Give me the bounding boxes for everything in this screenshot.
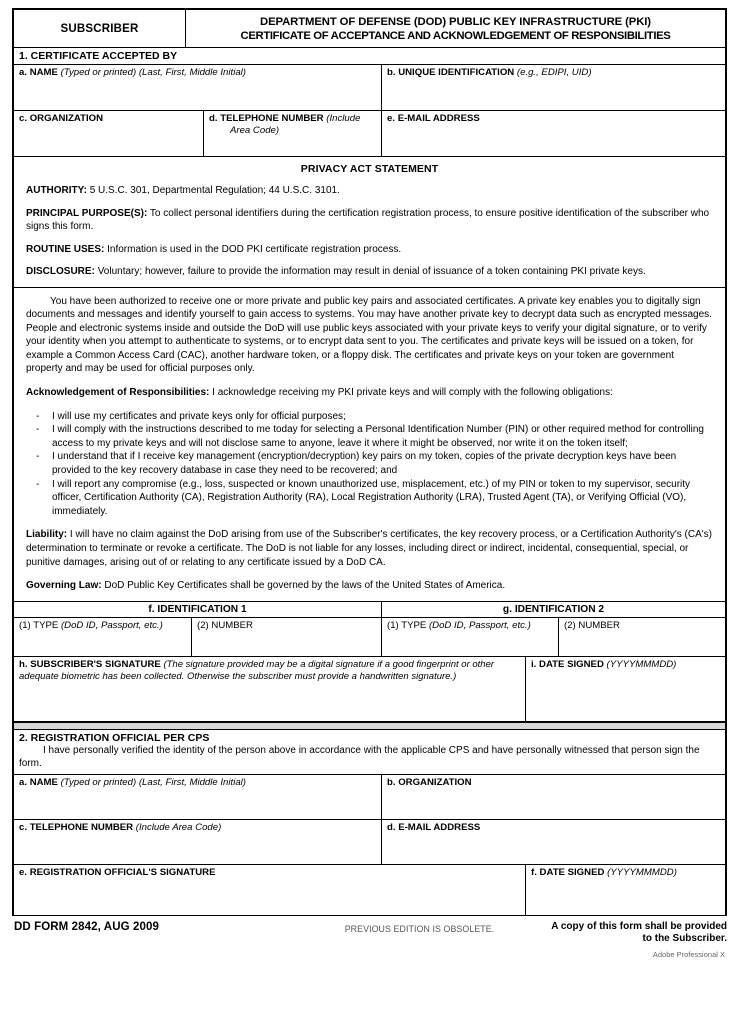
field-official-telephone[interactable] [14, 820, 382, 864]
field-organization[interactable] [14, 111, 204, 156]
field-id1-number-label [197, 620, 377, 632]
field-telephone-number-hint-1: (Include [326, 113, 361, 124]
field-official-telephone-label [19, 822, 377, 834]
section-2-row-3 [14, 865, 725, 916]
identification-2-label: IDENTIFICATION 2 [514, 603, 605, 615]
field-email-address-label [387, 113, 721, 125]
field-subscriber-date-signed-title: DATE SIGNED [539, 658, 604, 670]
field-name-subscriber-hint-1: (Typed or printed) [60, 67, 137, 78]
liability-paragraph [26, 528, 713, 569]
field-official-name-hint-1: (Typed or printed) [60, 776, 137, 788]
field-id1-type-number: (1) [19, 619, 31, 631]
list-item [36, 478, 713, 519]
privacy-item-routine-uses [26, 243, 713, 257]
field-official-email-prefix: d. [387, 821, 396, 833]
section-2-row-2 [14, 820, 725, 865]
form-title-line-1: DEPARTMENT OF DEFENSE (DOD) PUBLIC KEY INFRASTRUCTURE (PKI) [260, 16, 651, 28]
body-intro-paragraph: You have been authorized to receive one or more private and public key pairs and associated certificates. A private key enables you to digitally sign documents and messages and identify yourself to gain access to systems. You may have another private key to decrypt data such as encrypted messages. People and electronic systems inside and outside the DoD will use public keys associated with your private keys to verify your digital signature, or to verify your identity when you attempt to authenticate to systems, or to encrypt data sent to you. The certificates and private keys will be issued on a token, for example a Common Access Card (CAC), another hardware token, or a floppy disk. The certificates and private keys on your token are government property and may be used for official purposes only. [26, 295, 712, 375]
field-official-name[interactable] [14, 775, 382, 819]
section-1-row-1 [14, 65, 725, 111]
field-id2-number-title: NUMBER [578, 619, 620, 631]
field-telephone-number-label [209, 113, 377, 137]
producer-note: Adobe Professional X [652, 949, 725, 959]
field-official-telephone-title: TELEPHONE NUMBER [29, 821, 134, 833]
identification-2-prefix: g. [502, 603, 512, 615]
identification-1-label: IDENTIFICATION 1 [157, 603, 247, 615]
field-subscriber-signature-prefix: h. [19, 658, 28, 670]
form-footer [12, 916, 727, 959]
field-official-signature[interactable] [14, 865, 526, 915]
privacy-item-principal-purpose-label: PRINCIPAL PURPOSE(S): [26, 207, 148, 219]
form-identifier: DD FORM 2842, AUG 2009 [14, 920, 159, 933]
list-bullet-dash: - [36, 478, 40, 490]
privacy-act-title: PRIVACY ACT STATEMENT [300, 163, 439, 175]
acknowledgement-label: Acknowledgement of Responsibilities: [26, 387, 210, 399]
privacy-item-disclosure-label: DISCLOSURE: [26, 266, 95, 277]
field-unique-identification-prefix: b. [387, 67, 396, 78]
privacy-item-routine-uses-text: Information is used in the DOD PKI certificate registration process. [107, 243, 402, 255]
form-title-line-2: CERTIFICATE OF ACCEPTANCE AND ACKNOWLEDGEMENT OF RESPONSIBILITIES [240, 30, 671, 42]
governing-law-label: Governing Law: [26, 580, 102, 592]
field-unique-identification-title: UNIQUE IDENTIFICATION [398, 67, 515, 78]
acknowledgement-text: I acknowledge receiving my PKI private keys and will comply with the following obligations: [212, 387, 613, 399]
field-official-telephone-prefix: c. [19, 821, 28, 833]
field-subscriber-date-signed-hint: (YYYYMMMDD) [606, 658, 677, 670]
field-official-date-signed-prefix: f. [531, 866, 537, 878]
field-subscriber-signature-label [19, 659, 521, 684]
field-name-subscriber-hint-2: (Last, First, Middle Initial) [138, 67, 246, 78]
obligation-text: I will comply with the instructions described to me today for selecting a Personal Identification Number (PIN) or other required method for controlling access to my private keys and will not disclose same to anyone, leave it where it might be observed, nor write it on the token itself; [52, 424, 704, 449]
field-name-subscriber-prefix: a. [19, 67, 28, 78]
field-id2-type-hint: (DoD ID, Passport, etc.) [428, 619, 531, 631]
field-id2-type-number: (1) [387, 619, 399, 631]
field-email-address-prefix: e. [387, 113, 396, 124]
field-subscriber-date-signed-label [531, 659, 721, 671]
list-bullet-dash: - [36, 424, 40, 436]
field-id2-type-label [387, 620, 554, 632]
field-id1-type-label [19, 620, 187, 632]
acknowledgement-heading-paragraph [26, 386, 713, 400]
field-subscriber-date-signed[interactable] [526, 657, 725, 721]
field-official-date-signed-hint: (YYYYMMMDD) [607, 866, 677, 878]
field-organization-title: ORGANIZATION [29, 113, 104, 124]
field-email-address[interactable] [382, 111, 725, 156]
field-official-telephone-hint: (Include Area Code) [135, 821, 222, 833]
subscriber-label: SUBSCRIBER [60, 22, 139, 35]
field-official-name-hint-2: (Last, First, Middle Initial) [138, 776, 246, 788]
field-telephone-number-prefix: d. [209, 113, 218, 124]
field-telephone-number-hint-2: Area Code) [230, 125, 280, 136]
governing-law-paragraph [26, 579, 713, 593]
copy-note [537, 921, 727, 945]
list-item [36, 450, 713, 477]
privacy-item-authority-text: 5 U.S.C. 301, Departmental Regulation; 44 U.S.C. 3101. [89, 185, 340, 196]
governing-law-text: DoD Public Key Certificates shall be governed by the laws of the United States of America. [104, 580, 506, 592]
section-2-row-1 [14, 775, 725, 820]
identification-field-row [14, 618, 725, 657]
liability-text: I will have no claim against the DoD arising from use of the Subscriber's certificates, the key recovery process, or a Certification Authority's (CA's) determination to terminate or revoke a certificate. The DoD is not liable for any losses, including direct or indirect, incidental, consequential, special, or punitive damages, arising out of or relating to any certificate issued by a DoD CA. [26, 529, 713, 568]
field-name-subscriber-label [19, 67, 377, 79]
list-bullet-dash: - [36, 451, 40, 463]
previous-edition-note: PREVIOUS EDITION IS OBSOLETE. [344, 923, 495, 934]
field-official-date-signed-title: DATE SIGNED [539, 866, 605, 878]
field-name-subscriber-title: NAME [29, 67, 58, 78]
privacy-item-principal-purpose [26, 207, 713, 234]
privacy-item-authority [26, 184, 713, 198]
field-unique-identification[interactable] [382, 65, 725, 110]
field-official-name-prefix: a. [19, 776, 28, 788]
field-id2-number-label [564, 620, 721, 632]
field-subscriber-date-signed-prefix: i. [531, 658, 537, 670]
field-organization-label [19, 113, 199, 125]
section-1-bar [14, 48, 725, 65]
field-subscriber-signature-note: (The signature provided may be a digital signature if a good fingerprint or other adequate biometric has been collected. Otherwise the subscriber must provide a handwritten signature.) [19, 658, 495, 683]
field-official-signature-label [19, 867, 521, 879]
privacy-item-authority-label: AUTHORITY: [26, 185, 87, 196]
field-unique-identification-hint: (e.g., EDIPI, UID) [516, 67, 592, 78]
field-official-organization-prefix: b. [387, 776, 396, 788]
field-email-address-title: E-MAIL ADDRESS [397, 113, 480, 124]
field-official-organization-title: ORGANIZATION [398, 776, 472, 788]
privacy-item-principal-purpose-text: To collect personal identifiers during the certification registration process, to ensure positive identification of the subscriber who signs this form. [26, 207, 710, 232]
field-official-email[interactable] [382, 820, 725, 864]
identification-header-row [14, 602, 725, 618]
field-id1-type[interactable] [14, 618, 192, 656]
list-item [36, 423, 713, 450]
field-organization-prefix: c. [19, 113, 28, 124]
field-official-email-label [387, 822, 721, 834]
obligation-text: I will report any compromise (e.g., loss, suspected or known unauthorized use, misplacement, etc.) of my PIN or token to my supervisor, security officer, Certification Authority (CA), Registration Authority (RA), Local Registration Authority (LRA), Trusted Agent (TA), or Verifying Official (VO), immediately. [52, 478, 691, 517]
field-id2-number[interactable] [559, 618, 725, 656]
field-id2-type-title: TYPE [401, 619, 427, 631]
field-official-organization-label [387, 777, 721, 789]
subscriber-title-cell [14, 10, 186, 47]
field-id1-number-title: NUMBER [211, 619, 253, 631]
field-subscriber-signature-title: SUBSCRIBER'S SIGNATURE [30, 658, 161, 670]
form-outer-border [12, 8, 727, 916]
field-telephone-number-title: TELEPHONE NUMBER [220, 113, 324, 124]
privacy-item-routine-uses-label: ROUTINE USES: [26, 243, 105, 255]
identification-2-header [382, 602, 725, 617]
field-id2-type[interactable] [382, 618, 559, 656]
privacy-item-disclosure-text: Voluntary; however, failure to provide the information may result in denial of issuance of a token containing PKI private keys. [97, 266, 646, 277]
list-item [36, 410, 713, 424]
field-official-signature-title: REGISTRATION OFFICIAL'S SIGNATURE [29, 866, 216, 878]
field-official-organization[interactable] [382, 775, 725, 819]
field-telephone-number[interactable] [204, 111, 382, 156]
list-bullet-dash: - [36, 410, 40, 422]
field-official-name-label [19, 777, 377, 789]
section-1-row-2 [14, 111, 725, 157]
liability-label: Liability: [26, 529, 68, 541]
field-id1-number[interactable] [192, 618, 382, 656]
subscriber-signature-row [14, 657, 725, 722]
copy-note-line-2: to the Subscriber. [642, 932, 727, 944]
field-id1-number-number: (2) [197, 619, 209, 631]
copy-note-line-1: A copy of this form shall be provided [551, 920, 727, 932]
field-official-name-title: NAME [29, 776, 58, 788]
obligation-text: I understand that if I receive key management (encryption/decryption) key pairs on my token, copies of the private decryption keys have been provided to the key recovery database in case they need to be recovered; and [52, 451, 677, 477]
field-unique-identification-label [387, 67, 721, 79]
field-official-email-title: E-MAIL ADDRESS [398, 821, 481, 833]
obligation-text: I will use my certificates and private keys only for official purposes; [52, 410, 346, 422]
section-2-intro-text: I have personally verified the identity of the person above in accordance with the applicable CPS and have personally witnessed that person sign the form. [19, 744, 700, 770]
obligations-list [26, 410, 713, 519]
field-subscriber-signature[interactable] [14, 657, 526, 721]
field-id1-type-title: TYPE [33, 619, 59, 631]
section-2-label: 2. REGISTRATION OFFICIAL PER CPS [19, 731, 210, 744]
field-id2-number-number: (2) [564, 619, 576, 631]
field-official-date-signed[interactable] [526, 865, 725, 915]
field-id1-type-hint: (DoD ID, Passport, etc.) [60, 619, 163, 631]
field-official-signature-prefix: e. [19, 866, 28, 878]
form-header [14, 10, 725, 48]
identification-1-prefix: f. [148, 603, 155, 615]
section-1-label: 1. CERTIFICATE ACCEPTED BY [19, 50, 178, 62]
field-official-date-signed-label [531, 867, 721, 879]
form-title-cell [186, 10, 725, 47]
field-name-subscriber[interactable] [14, 65, 382, 110]
section-2-intro [14, 744, 725, 775]
section-separator-bar [14, 722, 725, 730]
section-2-bar [14, 730, 725, 744]
privacy-item-disclosure [26, 265, 713, 279]
privacy-act-statement [14, 157, 725, 288]
identification-1-header [14, 602, 382, 617]
acknowledgement-body [14, 288, 725, 602]
